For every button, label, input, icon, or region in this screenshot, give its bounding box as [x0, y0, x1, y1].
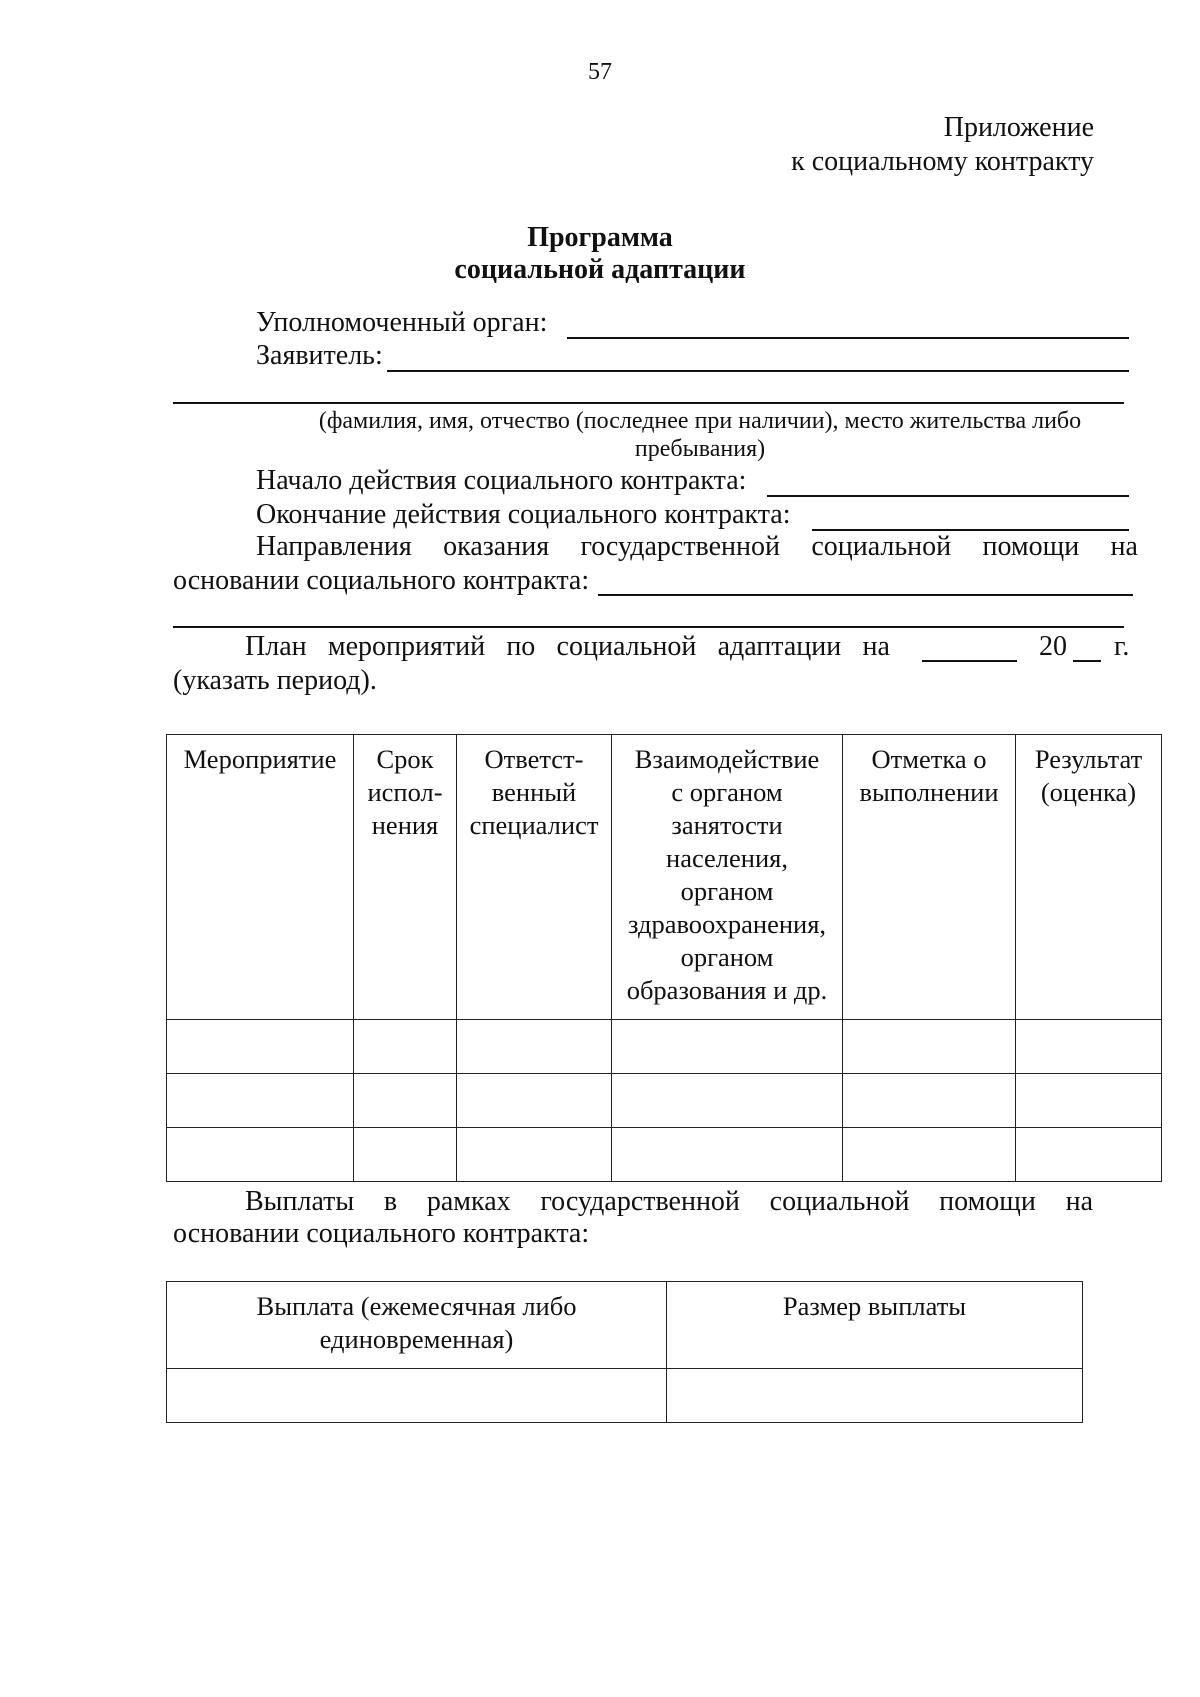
table-cell[interactable] — [843, 1074, 1016, 1128]
directions-field[interactable] — [598, 594, 1133, 596]
header-interaction-text: образования и др. — [626, 975, 828, 1005]
directions-word: социальной — [811, 531, 952, 562]
plan-word: социальной — [556, 631, 697, 662]
applicant-field-line-2[interactable] — [173, 402, 1124, 404]
table-cell[interactable] — [354, 1074, 457, 1128]
plan-word: адаптации — [717, 631, 842, 662]
table-cell[interactable] — [1016, 1074, 1162, 1128]
plan-line-2: (указать период). — [173, 665, 377, 696]
table-cell[interactable] — [612, 1020, 843, 1074]
contract-end-label: Окончание действия социального контракта: — [256, 499, 791, 530]
table-cell[interactable] — [843, 1020, 1016, 1074]
header-interaction-text: с органом — [671, 777, 783, 807]
plan-word: мероприятий — [327, 631, 486, 662]
header-deadline-text: нения — [371, 810, 439, 840]
header-completion-mark-text: выполнении — [859, 777, 999, 807]
header-completion-mark — [843, 735, 1016, 1020]
header-responsible-text: венный — [491, 777, 577, 807]
header-result-text: (оценка) — [1040, 777, 1137, 807]
title-line-2: социальной адаптации — [454, 254, 746, 285]
payments-word: на — [1065, 1186, 1093, 1217]
appendix-line-2: к социальному контракту — [791, 146, 1094, 177]
authorized-body-label: Уполномоченный орган: — [256, 307, 548, 338]
table-row — [167, 1074, 1162, 1128]
header-payment-type-text: Выплата (ежемесячная либо — [256, 1291, 577, 1321]
directions-word: помощи — [982, 531, 1080, 562]
payments-header-row — [167, 1282, 1083, 1369]
plan-word: по — [506, 631, 536, 662]
plan-year-field[interactable] — [1073, 660, 1101, 662]
header-responsible-text: Ответст- — [484, 744, 584, 774]
header-result — [1016, 735, 1162, 1020]
directions-word: государственной — [580, 531, 780, 562]
payments-word: государственной — [540, 1186, 740, 1217]
header-interaction-text: здравоохранения, — [627, 909, 827, 939]
title-line-1: Программа — [527, 222, 673, 253]
header-interaction-text: Взаимодействие — [634, 744, 820, 774]
header-responsible-text: специалист — [469, 810, 599, 840]
activities-table — [166, 734, 1162, 1182]
table-cell[interactable] — [354, 1128, 457, 1182]
table-cell[interactable] — [612, 1128, 843, 1182]
header-payment-amount-text: Размер выплаты — [782, 1291, 967, 1321]
payments-word: помощи — [939, 1186, 1036, 1217]
payments-word: социальной — [769, 1186, 910, 1217]
table-row — [167, 1128, 1162, 1182]
table-cell[interactable] — [457, 1128, 612, 1182]
applicant-field[interactable] — [387, 370, 1129, 372]
directions-word: на — [1110, 531, 1138, 562]
payments-word: рамках — [426, 1186, 511, 1217]
table-row — [167, 1369, 1083, 1423]
directions-line-1 — [256, 531, 1138, 563]
table-row — [167, 1020, 1162, 1074]
applicant-hint-line-1: (фамилия, имя, отчество (последнее при наличии), место жительства либо — [318, 408, 1082, 434]
header-payment-amount — [667, 1282, 1083, 1369]
directions-word: оказания — [443, 531, 550, 562]
plan-period-field[interactable] — [922, 660, 1017, 662]
table-cell[interactable] — [1016, 1020, 1162, 1074]
applicant-label: Заявитель: — [256, 340, 383, 371]
header-activity — [167, 735, 354, 1020]
applicant-hint-line-2: пребывания) — [634, 436, 766, 462]
table-cell[interactable] — [167, 1074, 354, 1128]
plan-word: План — [245, 631, 307, 662]
plan-year-prefix: 20 — [1039, 631, 1067, 662]
appendix-line-1: Приложение — [943, 112, 1094, 143]
header-payment-type-text: единовременная) — [319, 1324, 514, 1354]
table-cell[interactable] — [167, 1369, 667, 1423]
table-cell[interactable] — [457, 1020, 612, 1074]
header-interaction-text: населения, — [666, 843, 788, 873]
header-deadline — [354, 735, 457, 1020]
header-completion-mark-text: Отметка о — [871, 744, 987, 774]
header-result-text: Результат — [1034, 744, 1143, 774]
activities-header-row — [167, 735, 1162, 1020]
plan-line-1 — [245, 631, 890, 663]
header-interaction — [612, 735, 843, 1020]
header-activity-text: Мероприятие — [183, 744, 337, 774]
payments-line-1 — [245, 1186, 1093, 1218]
table-cell[interactable] — [167, 1128, 354, 1182]
directions-line-2: основании социального контракта: — [173, 565, 590, 596]
header-interaction-text: органом — [680, 876, 774, 906]
table-cell[interactable] — [667, 1369, 1083, 1423]
payments-word: Выплаты — [245, 1186, 355, 1217]
contract-start-field[interactable] — [767, 495, 1129, 497]
table-cell[interactable] — [457, 1074, 612, 1128]
payments-word: в — [383, 1186, 398, 1217]
plan-year-suffix: г. — [1114, 631, 1130, 662]
table-cell[interactable] — [167, 1020, 354, 1074]
contract-start-label: Начало действия социального контракта: — [256, 465, 747, 496]
directions-word: Направления — [256, 531, 412, 562]
header-responsible — [457, 735, 612, 1020]
authorized-body-field[interactable] — [567, 337, 1129, 339]
header-deadline-text: Срок — [376, 744, 434, 774]
table-cell[interactable] — [843, 1128, 1016, 1182]
directions-field-line-2[interactable] — [173, 626, 1124, 628]
payments-table — [166, 1281, 1083, 1423]
header-interaction-text: органом — [680, 942, 774, 972]
payments-line-2: основании социального контракта: — [173, 1218, 590, 1249]
header-interaction-text: занятости — [671, 810, 783, 840]
table-cell[interactable] — [1016, 1128, 1162, 1182]
table-cell[interactable] — [354, 1020, 457, 1074]
page-number: 57 — [588, 59, 612, 85]
plan-word: на — [862, 631, 890, 662]
table-cell[interactable] — [612, 1074, 843, 1128]
header-deadline-text: испол- — [367, 777, 443, 807]
header-payment-type — [167, 1282, 667, 1369]
